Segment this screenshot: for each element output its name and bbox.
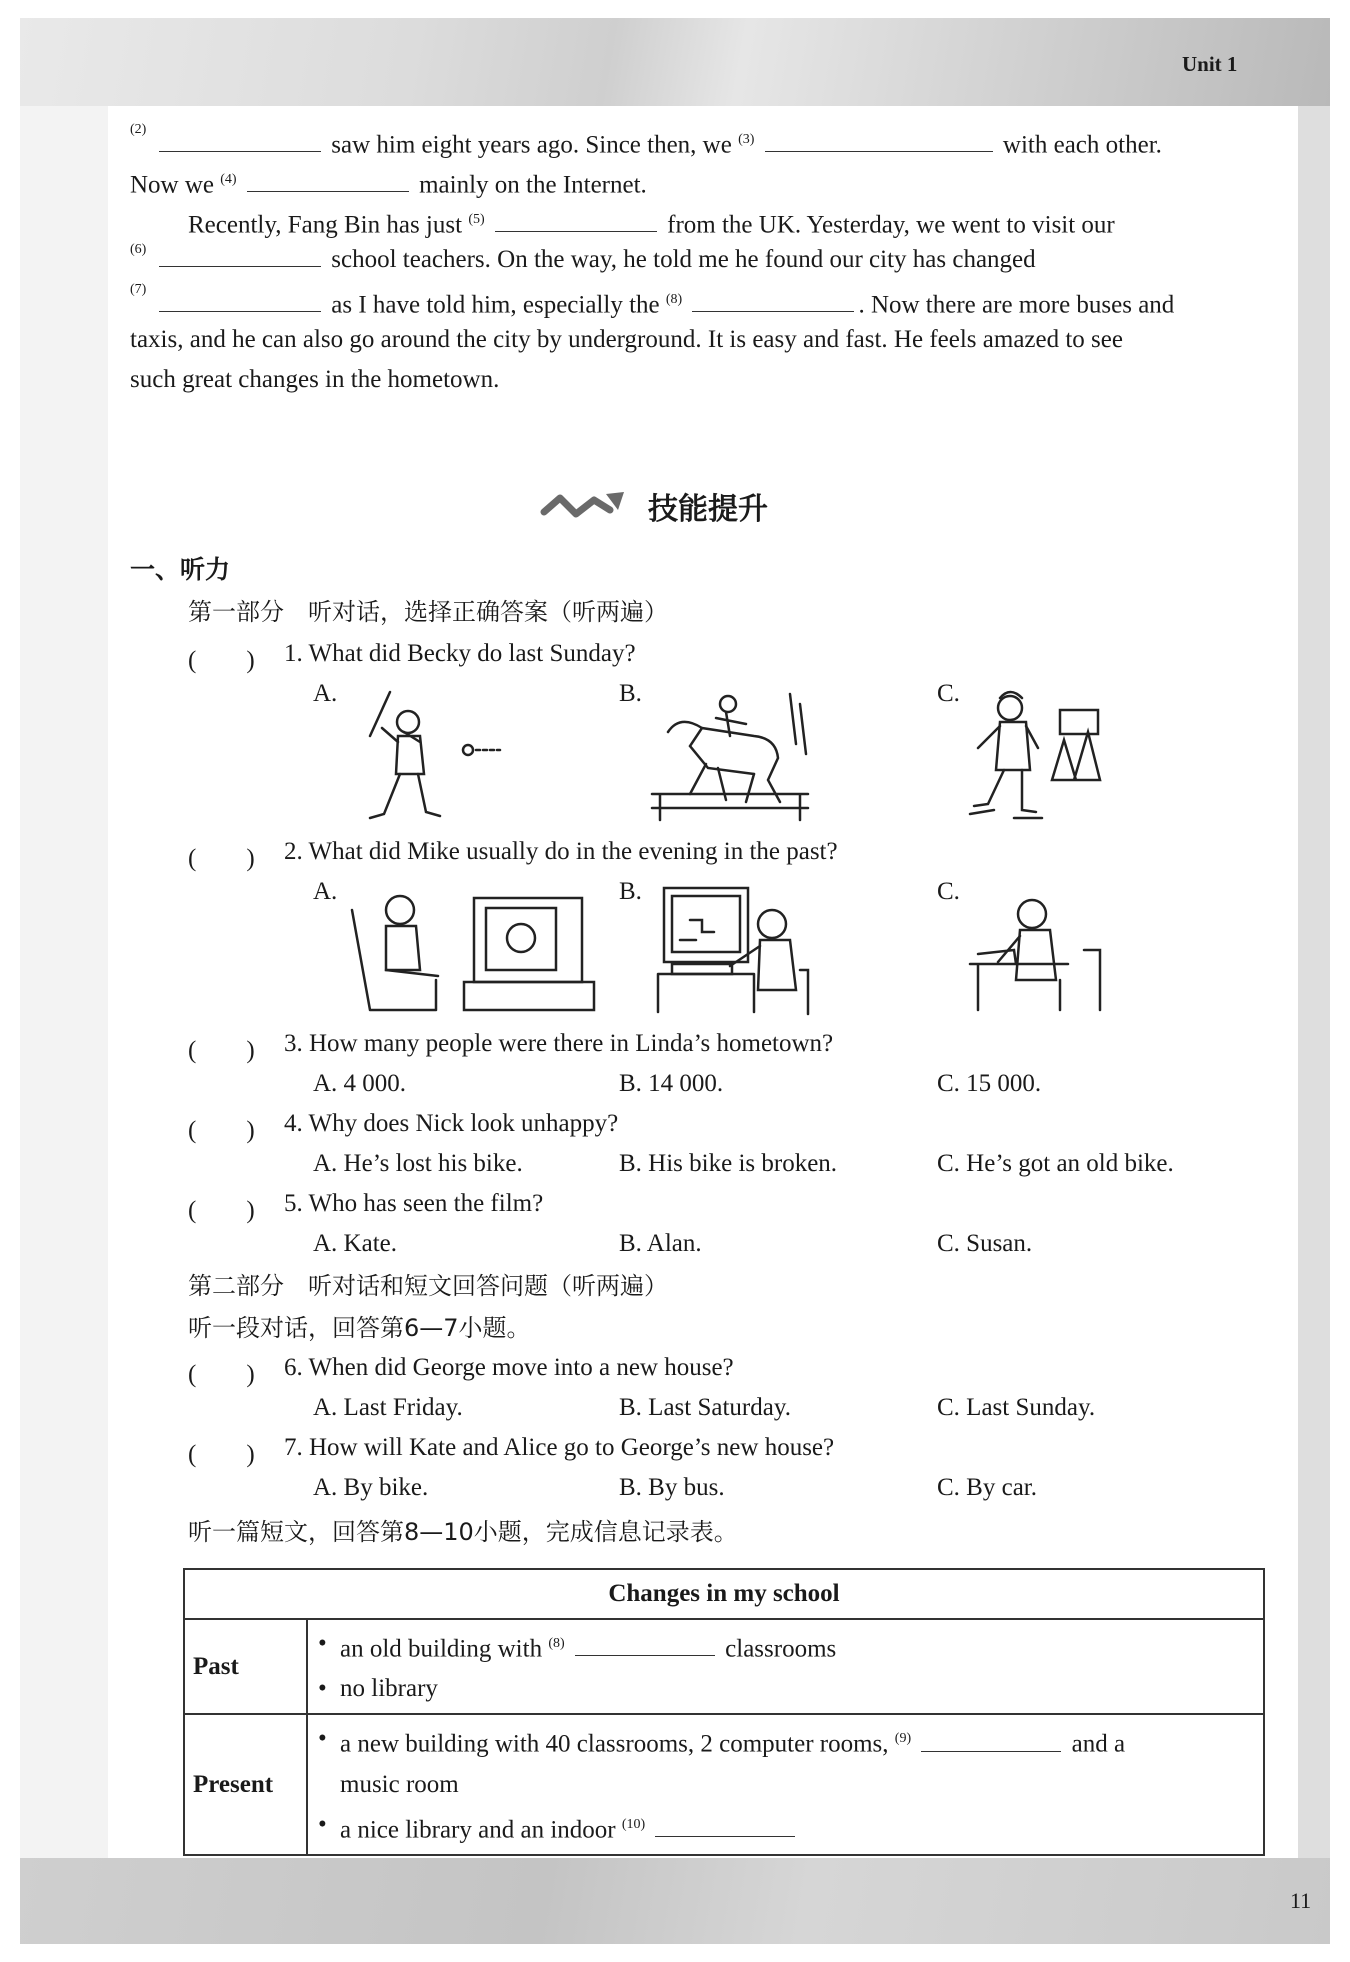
part-heading: 一、听力 — [130, 555, 231, 584]
passage-text: school teachers. On the way, he told me he found our city has changed — [331, 246, 1036, 273]
header-band — [20, 18, 1330, 106]
option-4c[interactable]: C. He’s got an old bike. — [937, 1150, 1174, 1177]
sub-heading-2: 第二部分 听对话和短文回答问题（听两遍） — [188, 1272, 668, 1300]
blank-8[interactable] — [692, 310, 854, 312]
question-3: 3. How many people were there in Linda’s hometown? — [284, 1030, 834, 1057]
passage-text: Recently, Fang Bin has just — [188, 211, 463, 239]
blank-number-8: (8) — [665, 292, 683, 307]
present-bullet-1-cont — [308, 1765, 1263, 1805]
question-5: 5. Who has seen the film? — [284, 1190, 544, 1217]
ice-skater-illustration — [964, 684, 1104, 828]
page-number: 11 — [1290, 1888, 1312, 1913]
option-2a[interactable]: A. — [313, 878, 338, 905]
info-record-table — [183, 1568, 1265, 1856]
option-7b[interactable]: B. By bus. — [619, 1474, 725, 1501]
passage-line-4 — [155, 244, 1036, 276]
option-6b[interactable]: B. Last Saturday. — [619, 1394, 791, 1421]
blank-number-6: (6) — [130, 242, 147, 257]
bullet-text: no library — [340, 1675, 438, 1703]
answer-paren[interactable]: ( ) — [188, 845, 255, 872]
bullet: • — [318, 1810, 327, 1838]
blank-number-9: (9) — [894, 1731, 912, 1747]
bullet-text: a new building with 40 classrooms, 2 computer rooms, — [340, 1730, 889, 1758]
passage-intro: 听一篇短文，回答第8—10小题，完成信息记录表。 — [188, 1518, 738, 1546]
blank-number-2: (2) — [130, 122, 147, 137]
passage-text: from the UK. Yesterday, we went to visit our — [667, 211, 1115, 239]
row-label-past: Past — [184, 1619, 307, 1714]
table-blank-9[interactable] — [921, 1750, 1061, 1752]
answer-paren[interactable]: ( ) — [188, 647, 255, 674]
bullet: • — [318, 1630, 327, 1657]
blank-2[interactable] — [159, 150, 321, 152]
passage-line-7: such great changes in the hometown. — [130, 366, 500, 393]
table-row-past — [184, 1619, 1264, 1714]
passage-text: . Now there are more buses and — [858, 291, 1175, 319]
table-row-present — [184, 1714, 1264, 1855]
passage-text: mainly on the Internet. — [419, 171, 647, 199]
bullet: • — [318, 1725, 327, 1753]
option-2c[interactable]: C. — [937, 878, 960, 905]
bullet-text: a nice library and an indoor — [340, 1815, 616, 1843]
baseball-player-illustration — [340, 684, 510, 824]
passage-line-6: taxis, and he can also go around the city by underground. It is easy and fast. He feels amazed to see — [130, 326, 1123, 353]
answer-paren[interactable]: ( ) — [188, 1197, 255, 1224]
bullet: • — [318, 1675, 327, 1703]
table-title: Changes in my school — [184, 1569, 1264, 1619]
option-3b[interactable]: B. 14 000. — [619, 1070, 724, 1097]
option-4b[interactable]: B. His bike is broken. — [619, 1150, 838, 1177]
option-6c[interactable]: C. Last Sunday. — [937, 1394, 1096, 1421]
bullet-text: an old building with — [340, 1635, 543, 1663]
passage-line-2 — [130, 164, 647, 201]
footer-band — [20, 1858, 1330, 1944]
blank-5[interactable] — [495, 230, 657, 232]
table-blank-10[interactable] — [655, 1835, 795, 1837]
section-title — [540, 480, 768, 532]
answer-paren[interactable]: ( ) — [188, 1037, 255, 1064]
answer-paren[interactable]: ( ) — [188, 1117, 255, 1144]
answer-paren[interactable]: ( ) — [188, 1441, 255, 1468]
blank-number-5: (5) — [468, 212, 485, 227]
trend-arrow-icon — [540, 484, 630, 528]
passage-line-1 — [155, 124, 1162, 161]
option-3a[interactable]: A. 4 000. — [313, 1070, 407, 1097]
option-1b[interactable]: B. — [619, 680, 642, 707]
passage-text: saw him eight years ago. Since then, we — [331, 131, 732, 159]
past-bullet-2 — [308, 1669, 1263, 1709]
unit-label: Unit 1 — [1182, 52, 1238, 76]
blank-number-3: (3) — [738, 132, 755, 147]
blank-number-4: (4) — [220, 172, 237, 187]
option-5a[interactable]: A. Kate. — [313, 1230, 397, 1257]
passage-text: Now we — [130, 171, 215, 199]
option-2b[interactable]: B. — [619, 878, 642, 905]
doing-homework-illustration — [964, 880, 1124, 1018]
horse-riding-illustration — [650, 684, 810, 824]
question-6: 6. When did George move into a new house? — [284, 1354, 734, 1381]
computer-game-illustration — [650, 880, 820, 1018]
sub-heading-1: 第一部分 听对话，选择正确答案（听两遍） — [188, 598, 668, 626]
present-bullet-2 — [308, 1805, 1263, 1850]
blank-3[interactable] — [765, 150, 993, 152]
blank-6[interactable] — [159, 265, 321, 267]
blank-7[interactable] — [159, 310, 321, 312]
blank-number-10: (10) — [621, 1816, 646, 1832]
table-blank-8[interactable] — [575, 1654, 715, 1656]
option-6a[interactable]: A. Last Friday. — [313, 1394, 463, 1421]
passage-line-3 — [188, 204, 1115, 241]
option-5b[interactable]: B. Alan. — [619, 1230, 702, 1257]
bullet-text: classrooms — [725, 1635, 837, 1663]
present-cell — [307, 1714, 1264, 1855]
passage-line-5 — [155, 284, 1174, 321]
row-label-present: Present — [184, 1714, 307, 1855]
question-4: 4. Why does Nick look unhappy? — [284, 1110, 619, 1137]
blank-4[interactable] — [247, 190, 409, 192]
bullet-text: music room — [340, 1770, 459, 1798]
option-7c[interactable]: C. By car. — [937, 1474, 1037, 1501]
watching-tv-illustration — [346, 880, 596, 1018]
option-3c[interactable]: C. 15 000. — [937, 1070, 1042, 1097]
blank-number-7: (7) — [130, 282, 147, 297]
option-4a[interactable]: A. He’s lost his bike. — [313, 1150, 523, 1177]
blank-number-8: (8) — [548, 1636, 565, 1651]
past-bullet-1 — [308, 1624, 1263, 1669]
option-5c[interactable]: C. Susan. — [937, 1230, 1033, 1257]
answer-paren[interactable]: ( ) — [188, 1361, 255, 1388]
option-7a[interactable]: A. By bike. — [313, 1474, 429, 1501]
past-cell — [307, 1619, 1264, 1714]
passage-text: as I have told him, especially the — [331, 291, 660, 319]
option-1a[interactable]: A. — [313, 680, 338, 707]
option-1c[interactable]: C. — [937, 680, 960, 707]
question-1: 1. What did Becky do last Sunday? — [284, 640, 636, 667]
section-title-text: 技能提升 — [648, 492, 768, 527]
present-bullet-1 — [308, 1719, 1263, 1764]
dialog-intro: 听一段对话，回答第6—7小题。 — [188, 1314, 531, 1342]
passage-text: with each other. — [1002, 131, 1162, 159]
page-edge — [1298, 106, 1330, 1858]
bullet-text: and a — [1071, 1730, 1126, 1758]
question-2: 2. What did Mike usually do in the evening in the past? — [284, 838, 838, 865]
question-7: 7. How will Kate and Alice go to George’s new house? — [284, 1434, 835, 1461]
